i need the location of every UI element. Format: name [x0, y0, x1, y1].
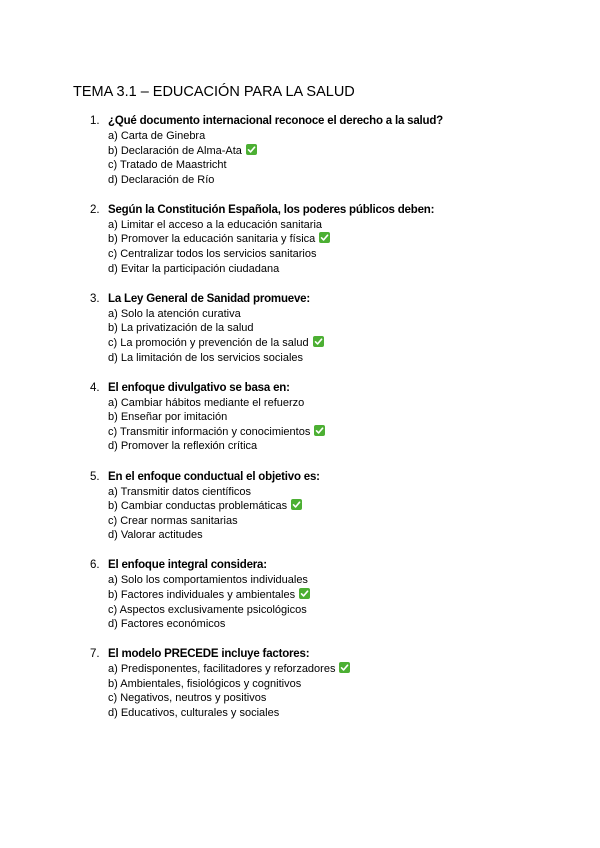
question-text: La Ley General de Sanidad promueve:	[108, 292, 310, 305]
check-icon	[313, 336, 324, 347]
question-number: 4.	[90, 381, 100, 394]
question-text: El enfoque divulgativo se basa en:	[108, 381, 290, 394]
answer-options	[90, 129, 570, 187]
answer-option-text: d) Evitar la participación ciudadana	[108, 262, 280, 275]
answer-option-3-3	[108, 336, 570, 351]
answer-option-1-4	[108, 173, 570, 188]
question-heading	[90, 203, 570, 218]
answer-option-7-3	[108, 691, 570, 706]
question-heading	[90, 114, 570, 129]
check-icon	[291, 499, 302, 510]
answer-option-7-1	[108, 662, 570, 677]
page-title: TEMA 3.1 – EDUCACIÓN PARA LA SALUD	[73, 84, 355, 100]
answer-options	[90, 573, 570, 631]
answer-option-2-3	[108, 247, 570, 262]
question-item-1	[90, 114, 570, 187]
answer-option-text: a) Solo los comportamientos individuales	[108, 574, 308, 587]
answer-option-1-3	[108, 158, 570, 173]
check-icon	[314, 425, 325, 436]
answer-option-5-3	[108, 514, 570, 529]
answer-option-3-4	[108, 351, 570, 366]
question-heading	[90, 558, 570, 573]
answer-option-1-1	[108, 129, 570, 144]
check-icon	[299, 588, 310, 599]
question-number: 7.	[90, 648, 100, 661]
answer-option-text: b) Enseñar por imitación	[108, 411, 228, 424]
question-item-7	[90, 647, 570, 720]
check-icon	[246, 144, 257, 155]
answer-option-5-1	[108, 485, 570, 500]
answer-option-4-3	[108, 425, 570, 440]
answer-option-2-4	[108, 262, 570, 277]
question-heading	[90, 292, 570, 307]
answer-option-text: d) Factores económicos	[108, 618, 226, 631]
answer-option-text: b) Factores individuales y ambientales	[108, 588, 296, 601]
answer-option-text: d) Declaración de Río	[108, 173, 215, 186]
answer-option-6-1	[108, 573, 570, 588]
question-item-6	[90, 558, 570, 631]
answer-option-6-2	[108, 588, 570, 603]
answer-option-text: a) Predisponentes, facilitadores y reforzadores	[108, 663, 336, 676]
question-number: 5.	[90, 470, 100, 483]
answer-option-text: c) Tratado de Maastricht	[108, 159, 227, 172]
answer-option-text: c) Aspectos exclusivamente psicológicos	[108, 603, 307, 616]
question-text: ¿Qué documento internacional reconoce el derecho a la salud?	[108, 115, 443, 127]
answer-option-text: b) Promover la educación sanitaria y física	[108, 233, 316, 246]
answer-option-6-3	[108, 603, 570, 618]
answer-options	[90, 396, 570, 454]
question-number: 1.	[90, 115, 100, 127]
answer-option-4-2	[108, 410, 570, 425]
question-number: 6.	[90, 559, 100, 572]
answer-option-6-4	[108, 617, 570, 632]
question-heading	[90, 381, 570, 396]
answer-option-text: b) La privatización de la salud	[108, 322, 254, 335]
answer-option-1-2	[108, 144, 570, 159]
answer-option-7-2	[108, 677, 570, 692]
check-icon	[319, 232, 330, 243]
answer-option-text: c) Centralizar todos los servicios sanitarios	[108, 248, 317, 261]
check-icon	[339, 662, 350, 673]
answer-option-5-2	[108, 499, 570, 514]
answer-option-3-2	[108, 321, 570, 336]
question-number: 2.	[90, 203, 100, 216]
answer-option-text: a) Solo la atención curativa	[108, 307, 241, 320]
question-item-4	[90, 381, 570, 454]
answer-options	[90, 662, 570, 720]
answer-option-text: d) Promover la reflexión crítica	[108, 440, 258, 453]
answer-option-text: a) Limitar el acceso a la educación sanitaria	[108, 218, 323, 231]
answer-option-text: c) Transmitir información y conocimientos	[108, 425, 311, 438]
answer-option-text: d) Valorar actitudes	[108, 529, 203, 542]
question-item-5	[90, 470, 570, 543]
answer-option-text: b) Cambiar conductas problemáticas	[108, 500, 288, 513]
question-item-2	[90, 203, 570, 276]
answer-option-4-1	[108, 396, 570, 411]
answer-option-3-1	[108, 307, 570, 322]
question-text: Según la Constitución Española, los poderes públicos deben:	[108, 203, 435, 216]
answer-options	[90, 307, 570, 365]
answer-option-text: a) Carta de Ginebra	[108, 130, 206, 142]
question-list	[90, 114, 570, 736]
question-heading	[90, 470, 570, 485]
answer-option-text: a) Transmitir datos científicos	[108, 485, 252, 498]
answer-option-7-4	[108, 706, 570, 721]
answer-option-text: d) Educativos, culturales y sociales	[108, 707, 280, 720]
question-text: En el enfoque conductual el objetivo es:	[108, 470, 320, 483]
answer-option-5-4	[108, 528, 570, 543]
question-number: 3.	[90, 292, 100, 305]
answer-option-4-4	[108, 439, 570, 454]
answer-option-2-1	[108, 218, 570, 233]
answer-option-text: a) Cambiar hábitos mediante el refuerzo	[108, 396, 305, 409]
answer-option-text: d) La limitación de los servicios sociales	[108, 351, 304, 364]
answer-option-text: c) Negativos, neutros y positivos	[108, 692, 267, 705]
answer-option-text: b) Declaración de Alma-Ata	[108, 144, 242, 157]
question-text: El modelo PRECEDE incluye factores:	[108, 648, 310, 661]
answer-option-text: c) Crear normas sanitarias	[108, 514, 238, 527]
answer-option-2-2	[108, 232, 570, 247]
question-heading	[90, 647, 570, 662]
answer-option-text: c) La promoción y prevención de la salud	[108, 336, 309, 349]
question-text: El enfoque integral considera:	[108, 559, 267, 572]
answer-option-text: b) Ambientales, fisiológicos y cognitivos	[108, 677, 302, 690]
answer-options	[90, 485, 570, 543]
answer-options	[90, 218, 570, 276]
question-item-3	[90, 292, 570, 365]
